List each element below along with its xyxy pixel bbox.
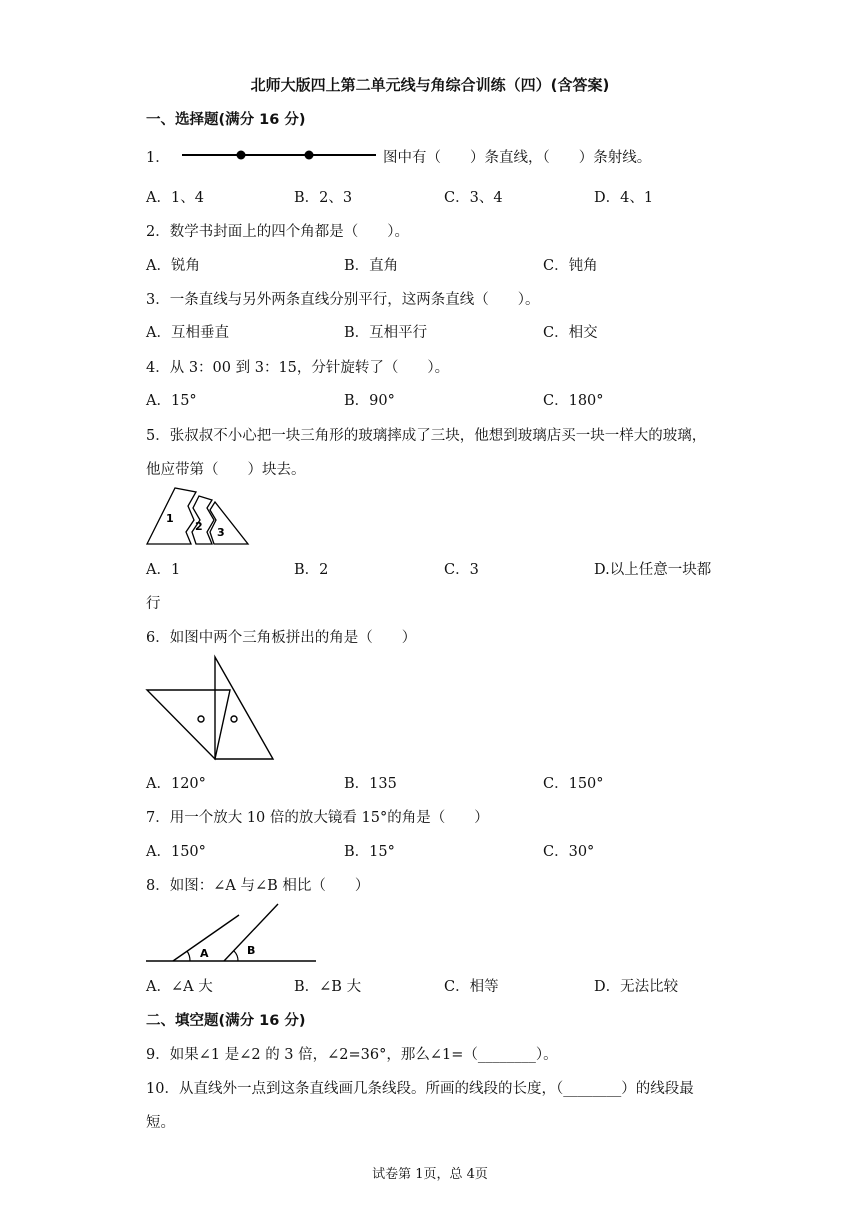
question-1-text: 图中有（ ）条直线，（ ）条射线。 xyxy=(383,150,652,166)
q2-option-b[interactable]: B．直角 xyxy=(344,258,399,274)
q1-option-b[interactable]: B．2、3 xyxy=(294,190,353,206)
q3-option-c[interactable]: C．相交 xyxy=(543,325,598,341)
broken-glass-triangle-figure xyxy=(144,486,252,548)
question-5-text-line2: 他应带第（ ）块去。 xyxy=(146,462,306,478)
q1-option-a[interactable]: A．1、4 xyxy=(146,190,204,206)
q4-option-c[interactable]: C．180° xyxy=(543,393,604,409)
q6-option-c[interactable]: C．150° xyxy=(543,776,604,792)
page-title: 北师大版四上第二单元线与角综合训练（四）(含答案) xyxy=(250,76,610,94)
q8-option-d[interactable]: D．无法比较 xyxy=(594,979,679,995)
set-squares-figure xyxy=(146,656,276,761)
angle-comparison-figure xyxy=(146,902,321,964)
q1-option-d[interactable]: D．4、1 xyxy=(594,190,654,206)
q5-option-d[interactable]: D.以上任意一块都 xyxy=(594,562,712,578)
q1-option-c[interactable]: C．3、4 xyxy=(444,190,503,206)
q6-option-a[interactable]: A．120° xyxy=(146,776,206,792)
section-heading-choice: 一、选择题(满分 16 分) xyxy=(146,112,306,128)
q3-option-a[interactable]: A．互相垂直 xyxy=(146,325,229,341)
q4-option-a[interactable]: A．15° xyxy=(146,393,197,409)
angle-label-a: A xyxy=(200,947,209,960)
angle-label-b: B xyxy=(247,944,256,957)
q7-option-c[interactable]: C．30° xyxy=(543,844,595,860)
q2-option-a[interactable]: A．锐角 xyxy=(146,258,200,274)
piece-label-2: 2 xyxy=(195,520,203,533)
piece-label-3: 3 xyxy=(217,526,225,539)
piece-label-1: 1 xyxy=(166,512,174,525)
q5-option-d-wrap: 行 xyxy=(146,596,161,612)
question-9-text: 9．如果∠1 是∠2 的 3 倍，∠2=36°，那么∠1=（________）。 xyxy=(146,1047,558,1063)
section-heading-fill: 二、填空题(满分 16 分) xyxy=(146,1013,306,1029)
q7-option-a[interactable]: A．150° xyxy=(146,844,206,860)
q7-option-b[interactable]: B．15° xyxy=(344,844,395,860)
q8-option-b[interactable]: B．∠B 大 xyxy=(294,979,362,995)
q2-option-c[interactable]: C．钝角 xyxy=(543,258,598,274)
q6-option-b[interactable]: B．135 xyxy=(344,776,397,792)
question-6-text: 6．如图中两个三角板拼出的角是（ ） xyxy=(146,630,417,646)
page-footer: 试卷第 1页，总 4页 xyxy=(372,1167,488,1182)
q5-option-c[interactable]: C．3 xyxy=(444,562,479,578)
q1-line-figure xyxy=(182,146,377,164)
question-7-text: 7．用一个放大 10 倍的放大镜看 15°的角是（ ） xyxy=(146,810,489,826)
q8-option-a[interactable]: A．∠A 大 xyxy=(146,979,213,995)
q4-option-b[interactable]: B．90° xyxy=(344,393,395,409)
q5-option-a[interactable]: A．1 xyxy=(146,562,181,578)
q3-option-b[interactable]: B．互相平行 xyxy=(344,325,428,341)
question-3-text: 3．一条直线与另外两条直线分别平行，这两条直线（ ）。 xyxy=(146,292,540,308)
question-10-text-line1: 10．从直线外一点到这条直线画几条线段。所画的线段的长度，（________）的线段最 xyxy=(146,1081,694,1097)
q5-option-b[interactable]: B．2 xyxy=(294,562,329,578)
question-2-text: 2．数学书封面上的四个角都是（ ）。 xyxy=(146,224,409,240)
question-8-text: 8．如图：∠A 与∠B 相比（ ） xyxy=(146,878,370,894)
question-4-text: 4．从 3：00 到 3：15，分针旋转了（ ）。 xyxy=(146,360,450,376)
question-5-text-line1: 5．张叔叔不小心把一块三角形的玻璃摔成了三块，他想到玻璃店买一块一样大的玻璃， xyxy=(146,428,707,444)
q8-option-c[interactable]: C．相等 xyxy=(444,979,499,995)
question-1-number: 1． xyxy=(146,150,170,166)
question-10-text-line2: 短。 xyxy=(146,1115,175,1131)
